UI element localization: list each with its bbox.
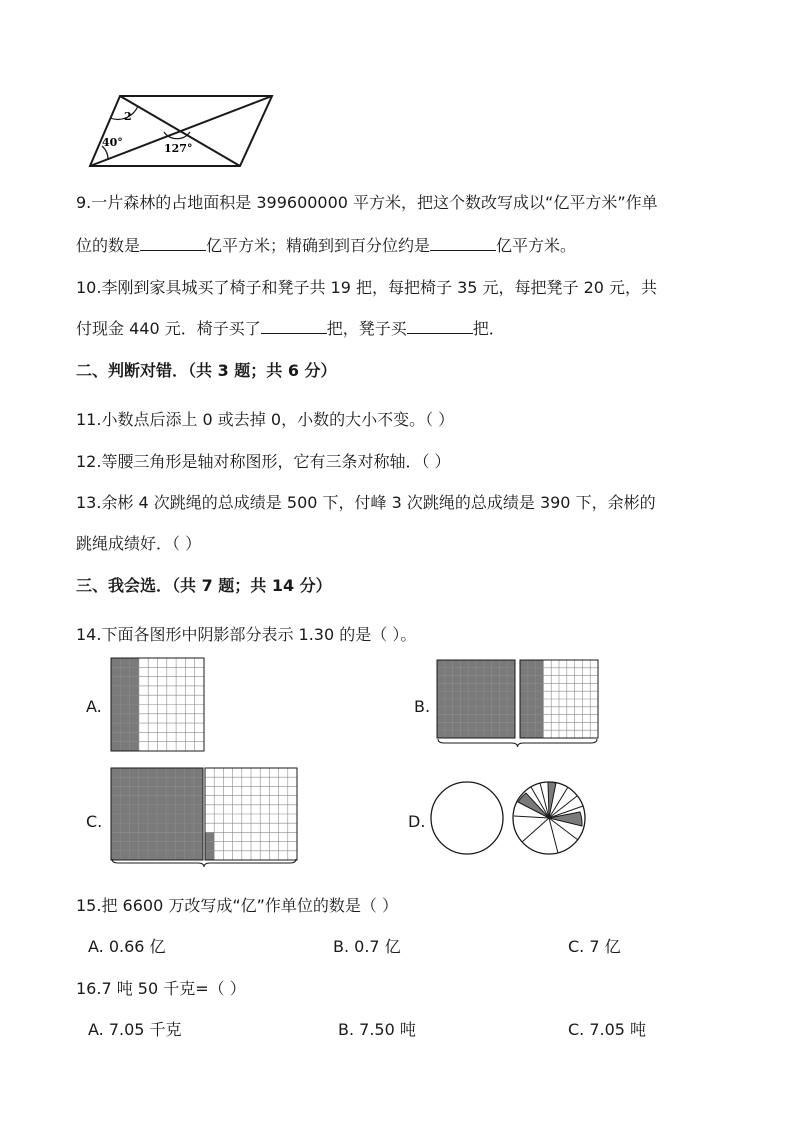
q14-text: 14.下面各图形中阴影部分表示 1.30 的是（ ）。: [76, 625, 417, 644]
q9-line2: [76, 233, 576, 256]
q16-text: 16.7 吨 50 千克=（ ）: [76, 979, 246, 998]
q16-option-c[interactable]: C. 7.05 吨: [568, 1020, 647, 1039]
q10-text-c: 把．: [472, 319, 505, 338]
grid-b-full-square: [437, 660, 515, 738]
option-d-circles-figure[interactable]: [430, 780, 590, 860]
q10-line2: [76, 316, 505, 339]
q16-option-a[interactable]: A. 7.05 千克: [88, 1020, 182, 1039]
q13-line1: 13.余彬 4 次跳绳的总成绩是 500 下，付峰 3 次跳绳的总成绩是 390 下，余彬的: [76, 493, 656, 512]
q9-line1: 9.一片森林的占地面积是 399600000 平方米，把这个数改写成以“亿平方米”作单: [76, 193, 658, 212]
q15-option-c[interactable]: C. 7 亿: [568, 937, 621, 956]
q10-line1: 10.李刚到家具城买了椅子和凳子共 19 把，每把椅子 35 元，每把凳子 20 元，共: [76, 278, 658, 297]
q9-blank-1[interactable]: [140, 238, 206, 251]
angle-127-label: 127°: [164, 142, 193, 155]
q13-line2: 跳绳成绩好．（ ）: [76, 534, 202, 553]
angle-2-label: 2: [124, 110, 132, 123]
pie-circle: [513, 782, 585, 854]
q14-option-b-label[interactable]: B.: [414, 697, 431, 716]
q15-option-a[interactable]: A. 0.66 亿: [88, 937, 166, 956]
section3-title: 三、我会选．（共 7 题；共 14 分）: [76, 576, 332, 595]
option-c-grid-figure[interactable]: [110, 767, 298, 871]
whole-circle: [431, 782, 503, 854]
grid-b-partial-square: [520, 660, 598, 738]
q10-text-a: 付现金 440 元．椅子买了: [76, 319, 261, 338]
q11-text: 11.小数点后添上 0 或去掉 0，小数的大小不变。（ ）: [76, 410, 455, 429]
q9-text-a: 位的数是: [76, 236, 141, 255]
q9-text-b: 亿平方米；精确到到百分位约是: [206, 236, 431, 255]
parallelogram-figure: [80, 88, 290, 174]
grid-a-hundred-square: [111, 658, 204, 751]
q12-text: 12.等腰三角形是轴对称图形，它有三条对称轴．（ ）: [76, 452, 451, 471]
q14-option-c-label[interactable]: C.: [86, 812, 103, 831]
q14-option-d-label[interactable]: D.: [408, 812, 426, 831]
grid-c-full-square: [111, 768, 203, 860]
option-b-grid-figure[interactable]: [436, 659, 600, 751]
q14-option-a-label[interactable]: A.: [86, 697, 102, 716]
grid-c-partial-square: [205, 768, 297, 860]
q9-blank-2[interactable]: [430, 238, 496, 251]
q10-blank-1[interactable]: [261, 321, 327, 334]
q15-option-b[interactable]: B. 0.7 亿: [333, 937, 401, 956]
option-a-grid-figure[interactable]: [110, 657, 206, 753]
q16-option-b[interactable]: B. 7.50 吨: [338, 1020, 416, 1039]
q15-text: 15.把 6600 万改写成“亿”作单位的数是（ ）: [76, 896, 399, 915]
q9-text-c: 亿平方米。: [496, 236, 577, 255]
angle-40-label: 40°: [102, 136, 123, 149]
q10-blank-2[interactable]: [407, 321, 473, 334]
q10-text-b: 把，凳子买: [326, 319, 407, 338]
section2-title: 二、判断对错．（共 3 题；共 6 分）: [76, 361, 337, 380]
grid-b-brace: [438, 739, 597, 747]
